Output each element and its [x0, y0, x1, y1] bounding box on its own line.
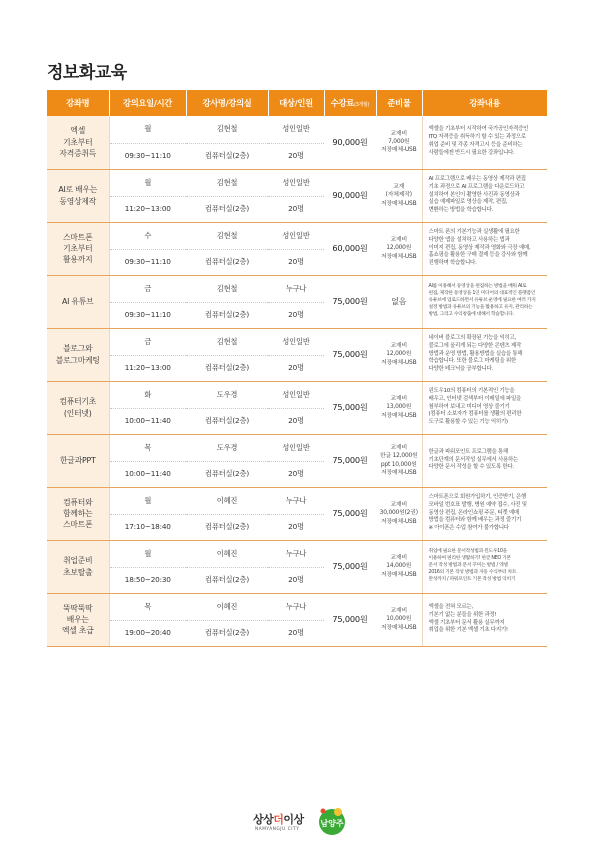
course-capacity: 20명: [268, 514, 324, 540]
course-fee: 75,000원: [324, 593, 376, 646]
course-row: [47, 593, 547, 620]
course-name: 엑셀 기초부터 자격증취득: [47, 116, 109, 169]
course-row: [47, 381, 547, 408]
course-capacity: 20명: [268, 355, 324, 381]
course-row: [47, 434, 547, 461]
course-target: 누구나: [268, 275, 324, 302]
course-capacity: 20명: [268, 249, 324, 275]
course-target: 성인일반: [268, 169, 324, 196]
course-room: 컴퓨터실(2층): [186, 355, 268, 381]
logo-city-name: NAMYANGJU CITY: [255, 826, 300, 831]
course-time: 17:10~18:40: [109, 514, 186, 540]
header-instructor: 강사명/강의실: [186, 90, 268, 116]
course-day: 금: [109, 275, 186, 302]
course-time: 09:30~11:10: [109, 143, 186, 169]
course-content: 윈도우10의 컴퓨터의 기본적인 기능을 배우고, 인터넷 검색부터 이메일에 파일을 첨부하여 보내고 미디어 영상 즐기기 (컴퓨터 소보자가 컴퓨터를 생활의 편리한 도구로 활용할 수 있는 기능 익히기): [422, 381, 547, 434]
course-time: 09:30~11:10: [109, 249, 186, 275]
course-materials: 교재비 30,000원(2권) 저장매체-USB: [376, 487, 422, 540]
course-time: 11:20~13:00: [109, 196, 186, 222]
course-time: 11:20~13:00: [109, 355, 186, 381]
course-fee: 75,000원: [324, 434, 376, 487]
course-instructor: 이혜진: [186, 593, 268, 620]
course-materials: 교재비 12,000원 저장매체-USB: [376, 328, 422, 381]
course-content: 엑셀을 기초부터 시작하여 국가공인자격증인 ITQ 자격증을 취득하기 할 수 있는 과정으로 취업 준비 및 각종 자격고시 등을 준비하는 사람들에겐 반드시 필요한 강좌입니다.: [422, 116, 547, 169]
course-content: 스마트폰으로 회원가입하기, 인증받기, 은행 모바일 번호표 발행, 병원 예약 접수, 사진 및 동영상 편집, 온라인쇼핑 주문, 티켓 예매 방법을 컴퓨터와 함께 배우는 과정 즐기기 ※ 아이폰은 수업 참여가 불가합니다: [422, 487, 547, 540]
course-row: [47, 540, 547, 567]
course-instructor: 도우경: [186, 381, 268, 408]
course-content: AI 프로그램으로 배우는 동영상 제작과 편집 기초 과정으로 AI 프로그램을 다운로드하고 설치하여 본인이 촬영한 사진과 동영상과 실습 예제파일로 영상을 제작, 편집, 변환하는 방법을 학습합니다.: [422, 169, 547, 222]
namyangju-mark-icon: [315, 805, 349, 837]
header-target: 대상/인원: [268, 90, 324, 116]
course-day: 월: [109, 169, 186, 196]
course-day: 화: [109, 381, 186, 408]
course-row: [47, 222, 547, 249]
course-time: 18:50~20:30: [109, 567, 186, 593]
course-time: 10:00~11:40: [109, 461, 186, 487]
course-name: 스마트폰 기초부터 활용까지: [47, 222, 109, 275]
course-day: 월: [109, 116, 186, 143]
course-room: 컴퓨터실(2층): [186, 408, 268, 434]
course-fee: 75,000원: [324, 275, 376, 328]
course-content: AI를 이용해서 동영상을 편집하는 방법을 배워 AI로 편집, 제작한 동영상을 1인 미디어의 대표적인 플랫폼인 유튜브에 업로드하면서 유튜브 운영에 필요한 여러 가지 설정 방법과 유튜브의 기능을 활용하고 유지, 관리하는 방법, 그리고 수익창출에 대해서 학습합니다.: [422, 275, 547, 328]
course-target: 성인일반: [268, 434, 324, 461]
course-instructor: 김현철: [186, 116, 268, 143]
course-row: [47, 328, 547, 355]
course-fee: 75,000원: [324, 381, 376, 434]
course-instructor: 김현철: [186, 169, 268, 196]
course-fee: 75,000원: [324, 487, 376, 540]
header-content: 강좌내용: [422, 90, 547, 116]
course-target: 성인일반: [268, 222, 324, 249]
course-capacity: 20명: [268, 196, 324, 222]
course-materials: 교재비 7,000원 저장매체-USB: [376, 116, 422, 169]
course-day: 금: [109, 328, 186, 355]
course-name: 취업준비 초보탈출: [47, 540, 109, 593]
table-header-row: [47, 90, 547, 116]
course-capacity: 20명: [268, 461, 324, 487]
course-target: 누구나: [268, 540, 324, 567]
course-fee: 75,000원: [324, 540, 376, 593]
course-room: 컴퓨터실(2층): [186, 302, 268, 328]
namyangju-logo: [253, 805, 363, 837]
course-capacity: 20명: [268, 620, 324, 646]
course-room: 컴퓨터실(2층): [186, 249, 268, 275]
course-room: 컴퓨터실(2층): [186, 196, 268, 222]
course-room: 컴퓨터실(2층): [186, 461, 268, 487]
course-content: 스마트 폰의 기본기능과 실생활에 필요한 다양한 앱을 설치하고 사용하는 법과 이미지 편집, 동영상 제작과 영화와 극장 예매, 홈쇼핑을 활용한 구매 결제 등을 강사와 함께 진행하며 학습합니다.: [422, 222, 547, 275]
course-target: 성인일반: [268, 328, 324, 355]
course-row: [47, 487, 547, 514]
course-instructor: 이혜진: [186, 540, 268, 567]
course-fee: 60,000원: [324, 222, 376, 275]
course-instructor: 김현철: [186, 275, 268, 302]
page-title: 정보화교육: [47, 63, 127, 83]
course-room: 컴퓨터실(2층): [186, 143, 268, 169]
course-room: 컴퓨터실(2층): [186, 620, 268, 646]
course-materials: 교재 (자체제작) 저장매체-USB: [376, 169, 422, 222]
course-materials: 교재비 13,000원 저장매체-USB: [376, 381, 422, 434]
course-materials: 없음: [376, 275, 422, 328]
course-fee: 90,000원: [324, 116, 376, 169]
course-day: 목: [109, 593, 186, 620]
course-instructor: 도우경: [186, 434, 268, 461]
header-fee: [324, 90, 376, 116]
logo-mark-text: 남양주: [320, 819, 344, 828]
course-content: 한글과 파워포인트 프로그램을 통해 기초단계의 문서작성 실무에서 사용하는 다양한 문서 작성을 할 수 있도록 한다.: [422, 434, 547, 487]
course-content: 네이버 블로그의 확장된 기능을 익히고, 블로그에 올리게 되는 다양한 콘텐츠 제작 방법과 운영 방법, 활용방법을 실습을 통해 학습합니다. 또한 블로그 마케팅을 위한 다양한 테크닉을 공부합니다.: [422, 328, 547, 381]
course-room: 컴퓨터실(2층): [186, 567, 268, 593]
course-time: 10:00~11:40: [109, 408, 186, 434]
course-fee: 90,000원: [324, 169, 376, 222]
header-schedule: 강의요일/시간: [109, 90, 186, 116]
course-name: 컴퓨터와 함께하는 스마트폰: [47, 487, 109, 540]
course-fee: 75,000원: [324, 328, 376, 381]
course-row: [47, 116, 547, 143]
course-day: 수: [109, 222, 186, 249]
logo-slogan-c: 이상: [283, 813, 304, 826]
course-target: 누구나: [268, 593, 324, 620]
logo-slogan: [253, 811, 304, 827]
course-day: 월: [109, 540, 186, 567]
course-materials: 교재비 한글 12,000원 ppt 10,000원 저장매체-USB: [376, 434, 422, 487]
course-name: 컴퓨터기초 (인터넷): [47, 381, 109, 434]
course-target: 성인일반: [268, 116, 324, 143]
course-name: AI 유튜브: [47, 275, 109, 328]
course-row: [47, 169, 547, 196]
course-capacity: 20명: [268, 567, 324, 593]
course-name: 한글과PPT: [47, 434, 109, 487]
course-time: 09:30~11:10: [109, 302, 186, 328]
course-materials: 교재비 14,000원 저장매체-USB: [376, 540, 422, 593]
header-fee-label: 수강료: [330, 98, 354, 108]
course-instructor: 김현철: [186, 328, 268, 355]
course-table: [47, 90, 547, 647]
logo-slogan-b: 더: [273, 813, 284, 826]
course-capacity: 20명: [268, 143, 324, 169]
course-name: AI로 배우는 동영상제작: [47, 169, 109, 222]
table-body: [47, 116, 547, 646]
header-fee-note: (3개월): [353, 102, 370, 108]
course-time: 19:00~20:40: [109, 620, 186, 646]
course-materials: 교재비 10,000원 저장매체-USB: [376, 593, 422, 646]
course-row: [47, 275, 547, 302]
course-instructor: 김현철: [186, 222, 268, 249]
course-name: 블로그와 블로그마케팅: [47, 328, 109, 381]
course-content: 엑셀을 전혀 모르는, 기본기 없는 분들을 위한 과정! 엑셀 기초부터 문서 활용 실무까지 취업을 위한 기본 엑셀 기초 다지기!: [422, 593, 547, 646]
course-materials: 교재비 12,000원 저장매체-USB: [376, 222, 422, 275]
course-content: 취업에 필요한 문서작성법과 윈도우10을 이용하여 편리한 생활하기! 한글 NEO 기본 문서 작성 방법과 문서 꾸미는 방법 / 엑셀 2016의 기본 작성 방법과 자동 수식부터 차트 완성까지 / 파워포인트 기본 작성 방법 익히기: [422, 540, 547, 593]
logo-slogan-a: 상상: [253, 813, 274, 826]
course-capacity: 20명: [268, 302, 324, 328]
header-course: 강좌명: [47, 90, 109, 116]
course-target: 누구나: [268, 487, 324, 514]
course-day: 목: [109, 434, 186, 461]
course-name: 뚝딱뚝딱 배우는 엑셀 초급: [47, 593, 109, 646]
course-target: 성인일반: [268, 381, 324, 408]
course-capacity: 20명: [268, 408, 324, 434]
course-instructor: 이혜진: [186, 487, 268, 514]
course-room: 컴퓨터실(2층): [186, 514, 268, 540]
header-materials: 준비물: [376, 90, 422, 116]
course-day: 월: [109, 487, 186, 514]
